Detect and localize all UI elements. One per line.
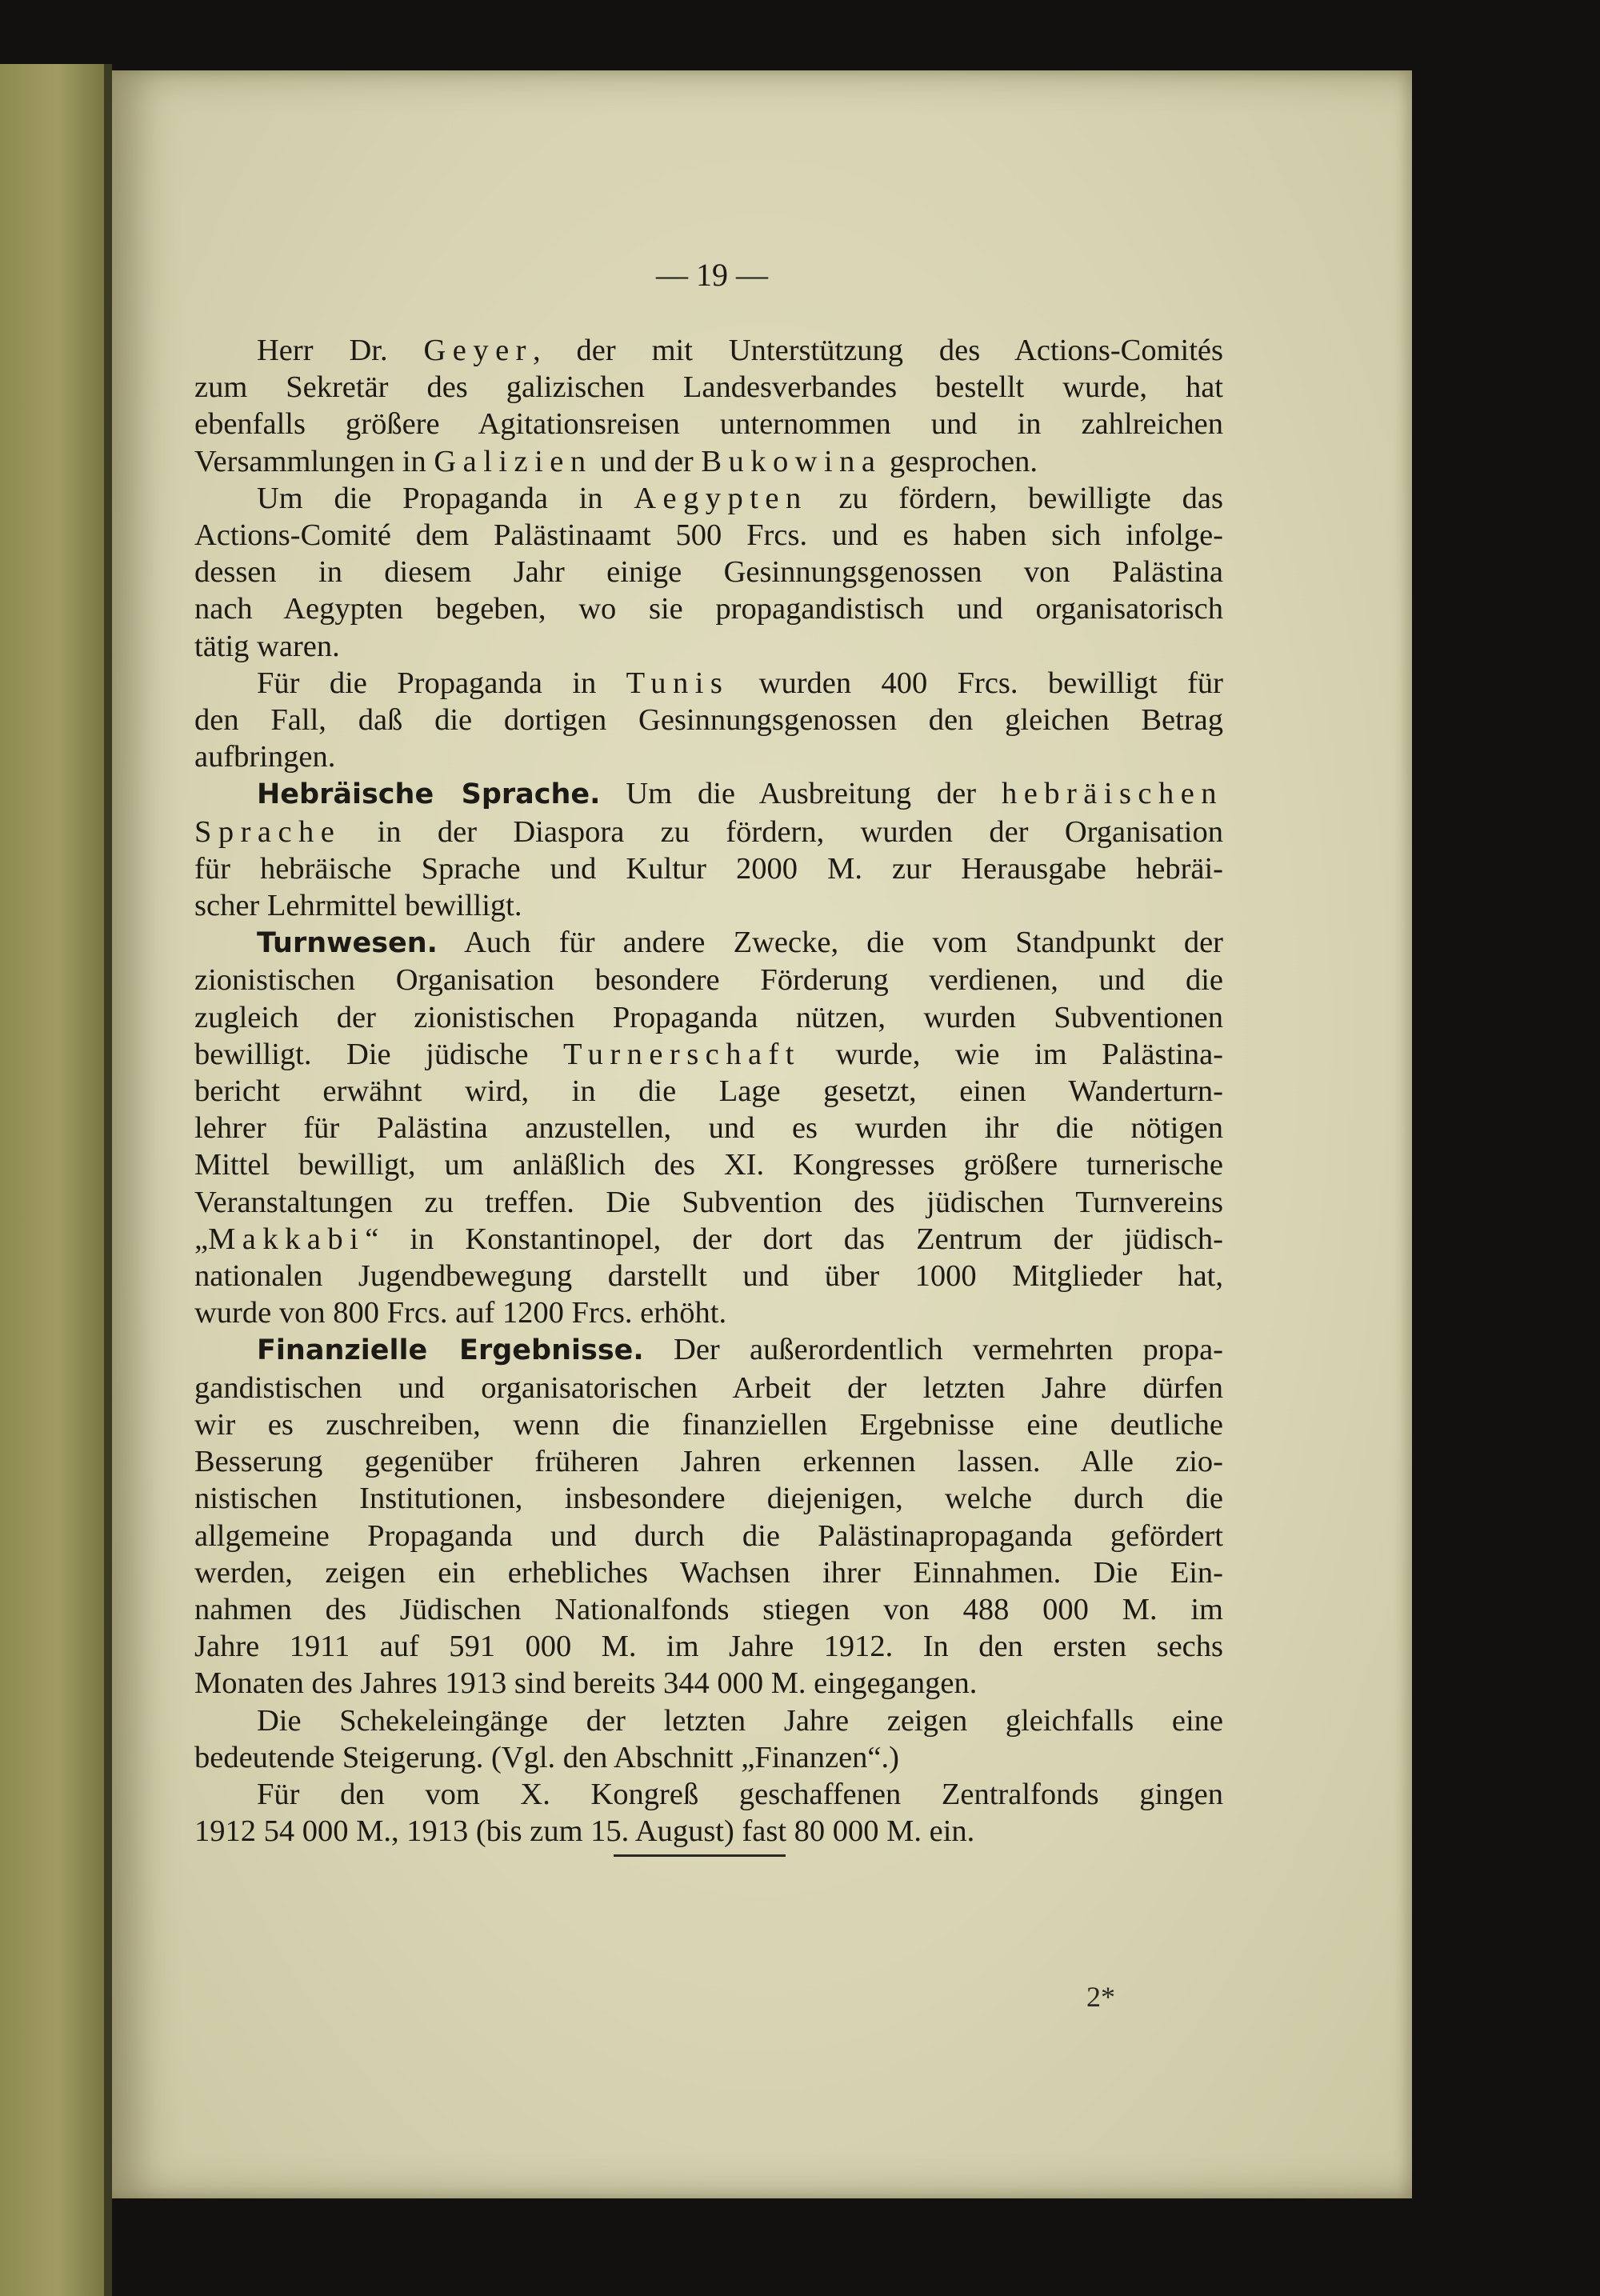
- text-line: nistischen Institutionen, insbesondere diejenigen, welche durch die: [194, 1482, 1223, 1516]
- spaced-name: Turnerschaft: [563, 1037, 801, 1071]
- text-line: zum Sekretär des galizischen Landesverbandes bestellt wurde, hat: [194, 370, 1223, 405]
- text-line: werden, zeigen ein erhebliches Wachsen ihrer Einnahmen. Die Ein-: [194, 1555, 1223, 1590]
- spaced-name: hebräischen: [1001, 777, 1223, 811]
- text-line: Sprache in der Diaspora zu fördern, wurden der Organisation: [194, 814, 1223, 849]
- section-heading: Finanzielle Ergebnisse.: [257, 1334, 644, 1367]
- text-line: bewilligt. Die jüdische Turnerschaft wurde, wie im Palästina-: [194, 1037, 1223, 1071]
- text-line: gandistischen und organisatorischen Arbeit der letzten Jahre dürfen: [194, 1370, 1223, 1405]
- signature-mark: 2*: [1086, 1981, 1115, 2013]
- text-line: scher Lehrmittel bewilligt.: [194, 889, 522, 923]
- text-line: dessen in diesem Jahr einige Gesinnungsgenossen von Palästina: [194, 555, 1223, 590]
- text-line: aufbringen.: [194, 740, 336, 774]
- closing-rule: [614, 1854, 786, 1857]
- text-line: für hebräische Sprache und Kultur 2000 M. zur Herausgabe hebräi-: [194, 851, 1223, 886]
- text-line: Besserung gegenüber früheren Jahren erkennen lassen. Alle zio-: [194, 1445, 1223, 1479]
- section-heading: Turnwesen.: [257, 927, 438, 960]
- spaced-name: Geyer: [423, 334, 533, 367]
- text-line: nationalen Jugendbewegung darstellt und über 1000 Mitglieder hat,: [194, 1259, 1223, 1294]
- text-line: Versammlungen in Galizien und der Bukowina gesprochen.: [194, 444, 1038, 478]
- text-line: allgemeine Propaganda und durch die Palästinapropaganda gefördert: [194, 1518, 1223, 1553]
- text-line: Für die Propaganda in Tunis wurden 400 Frcs. bewilligt für: [257, 666, 1223, 700]
- spaced-name: Aegypten: [634, 481, 808, 515]
- spaced-name: Galizien: [434, 444, 593, 478]
- text-line: Finanzielle Ergebnisse. Der außerordentlich vermehrten propa-: [257, 1333, 1224, 1367]
- spaced-name: Bukowina: [701, 444, 882, 478]
- spaced-name: Sprache: [194, 814, 342, 849]
- text-line: Jahre 1911 auf 591 000 M. im Jahre 1912. In den ersten sechs: [194, 1630, 1223, 1664]
- text-line: Herr Dr. Geyer, der mit Unterstützung des Actions-Comités: [257, 334, 1223, 367]
- text-line: bedeutende Steigerung. (Vgl. den Abschnitt „Finanzen“.): [194, 1740, 899, 1774]
- text-line: nach Aegypten begeben, wo sie propagandistisch und organisatorisch: [194, 592, 1223, 626]
- spaced-name: Tunis: [626, 666, 730, 700]
- text-line: Die Schekeleingänge der letzten Jahre zeigen gleichfalls eine: [257, 1703, 1223, 1738]
- text-line: den Fall, daß die dortigen Gesinnungsgenossen den gleichen Betrag: [194, 703, 1223, 738]
- text-line: Turnwesen. Auch für andere Zwecke, die vom Standpunkt der: [257, 926, 1223, 960]
- text-line: bericht erwähnt wird, in die Lage gesetzt, einen Wanderturn-: [194, 1074, 1223, 1109]
- text-line: Mittel bewilligt, um anläßlich des XI. Kongresses größere turnerische: [194, 1148, 1223, 1182]
- text-line: nahmen des Jüdischen Nationalfonds stiegen von 488 000 M. im: [194, 1592, 1223, 1626]
- text-line: Für den vom X. Kongreß geschaffenen Zentralfonds gingen: [257, 1777, 1223, 1811]
- text-line: tätig waren.: [194, 629, 340, 663]
- text-line: ebenfalls größere Agitationsreisen unternommen und in zahlreichen: [194, 407, 1223, 442]
- text-line: wurde von 800 Frcs. auf 1200 Frcs. erhöht.: [194, 1296, 727, 1330]
- text-line: Monaten des Jahres 1913 sind bereits 344 000 M. eingegangen.: [194, 1666, 978, 1701]
- text-line: Um die Propaganda in Aegypten zu fördern, bewilligte das: [257, 481, 1223, 515]
- spaced-name: Makkabi: [208, 1222, 366, 1256]
- text-line: „Makkabi“ in Konstantinopel, der dort das Zentrum der jüdisch-: [194, 1222, 1223, 1256]
- section-heading: Hebräische Sprache.: [257, 778, 601, 811]
- page-number: — 19 —: [656, 257, 768, 293]
- text-line: Actions-Comité dem Palästinaamt 500 Frcs. und es haben sich infolge-: [194, 518, 1223, 553]
- text-line: lehrer für Palästina anzustellen, und es wurden ihr die nötigen: [194, 1111, 1223, 1146]
- text-line: zionistischen Organisation besondere Förderung verdienen, und die: [194, 963, 1223, 998]
- text-line: 1912 54 000 M., 1913 (bis zum 15. August) fast 80 000 M. ein.: [194, 1814, 975, 1849]
- text-line: wir es zuschreiben, wenn die finanziellen Ergebnisse eine deutliche: [194, 1407, 1223, 1442]
- text-line: Hebräische Sprache. Um die Ausbreitung der hebräischen: [257, 777, 1223, 811]
- text-body: [194, 332, 1223, 1850]
- text-line: zugleich der zionistischen Propaganda nützen, wurden Subventionen: [194, 1000, 1223, 1034]
- previous-page-edge: [0, 64, 112, 2296]
- text-line: Veranstaltungen zu treffen. Die Subvention des jüdischen Turnvereins: [194, 1185, 1223, 1219]
